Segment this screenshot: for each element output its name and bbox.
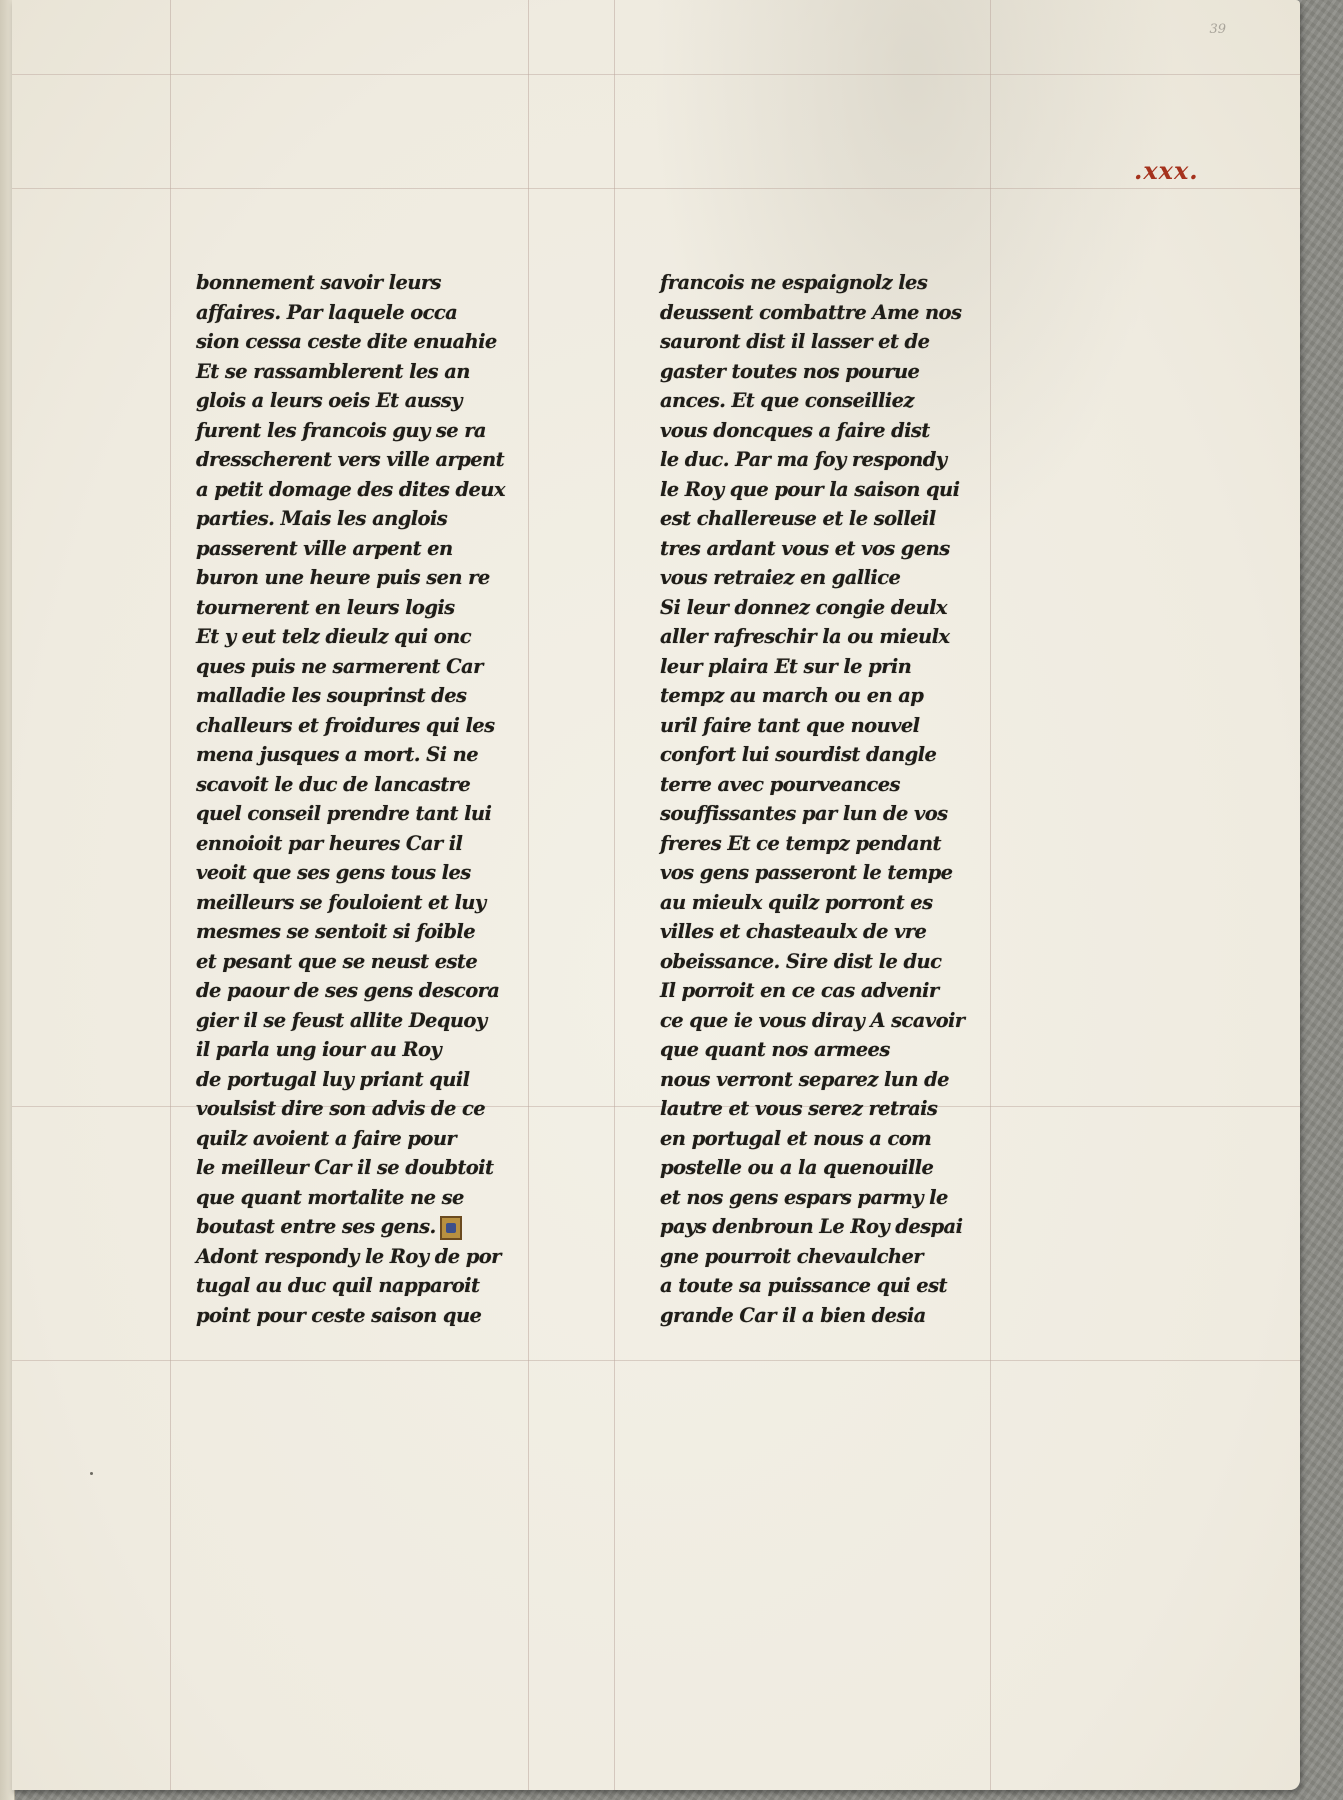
text-line: a petit domage des dites deux bbox=[196, 477, 505, 501]
text-line: mesmes se sentoit si foible bbox=[196, 920, 476, 943]
text-line: Il porroit en ce cas advenir bbox=[660, 979, 939, 1002]
text-line: tres ardant vous et vos gens bbox=[660, 536, 950, 560]
text-line: a toute sa puissance qui est bbox=[660, 1274, 947, 1297]
text-line: gaster toutes nos pourue bbox=[660, 359, 920, 383]
text-line: parties. Mais les anglois bbox=[196, 507, 448, 530]
text-line: tempz au march ou en ap bbox=[660, 684, 924, 707]
text-line: tournerent en leurs logis bbox=[196, 595, 455, 619]
text-line: quilz avoient a faire pour bbox=[196, 1126, 457, 1150]
text-line: le duc. Par ma foy respondy bbox=[660, 448, 947, 471]
text-line: pays denbroun Le Roy despai bbox=[660, 1215, 963, 1238]
text-line: lautre et vous serez retrais bbox=[660, 1097, 938, 1120]
text-line: vos gens passeront le tempe bbox=[660, 861, 953, 884]
text-line: boutast entre ses gens. bbox=[196, 1215, 436, 1238]
text-line: Adont respondy le Roy de por bbox=[196, 1244, 501, 1268]
text-line: que quant mortalite ne se bbox=[196, 1185, 464, 1209]
text-line: nous verront separez lun de bbox=[660, 1067, 949, 1091]
text-line: sion cessa ceste dite enuahie bbox=[196, 330, 497, 353]
ruling-line-horizontal bbox=[12, 1360, 1300, 1361]
text-line: vous doncques a faire dist bbox=[660, 418, 930, 442]
text-line: souffissantes par lun de vos bbox=[660, 802, 948, 825]
text-line: ce que ie vous diray A scavoir bbox=[660, 1008, 965, 1032]
text-line: et pesant que se neust este bbox=[196, 949, 478, 973]
text-line: veoit que ses gens tous les bbox=[196, 861, 471, 884]
text-line: malladie les souprinst des bbox=[196, 684, 467, 707]
text-line: confort lui sourdist dangle bbox=[660, 743, 937, 766]
text-line: de portugal luy priant quil bbox=[196, 1067, 470, 1091]
text-line: scavoit le duc de lancastre bbox=[196, 772, 471, 796]
text-line: Et se rassamblerent les an bbox=[196, 359, 470, 383]
text-line: francois ne espaignolz les bbox=[660, 271, 928, 294]
text-line: Et y eut telz dieulz qui onc bbox=[196, 625, 472, 648]
text-line: meilleurs se fouloient et luy bbox=[196, 890, 486, 914]
ruling-line-horizontal bbox=[12, 74, 1300, 75]
ruling-line-vertical bbox=[614, 0, 615, 1790]
text-line: gier il se feust allite Dequoy bbox=[196, 1008, 487, 1032]
text-line: freres Et ce tempz pendant bbox=[660, 831, 941, 855]
text-line: ques puis ne sarmerent Car bbox=[196, 654, 483, 678]
text-line: ennoioit par heures Car il bbox=[196, 831, 463, 855]
text-line: dresscherent vers ville arpent bbox=[196, 448, 505, 471]
text-line: gne pourroit chevaulcher bbox=[660, 1244, 923, 1268]
text-line: en portugal et nous a com bbox=[660, 1126, 932, 1150]
text-line: postelle ou a la quenouille bbox=[660, 1156, 934, 1179]
text-line: leur plaira Et sur le prin bbox=[660, 654, 912, 678]
text-line: quel conseil prendre tant lui bbox=[196, 802, 492, 825]
text-line: glois a leurs oeis Et aussy bbox=[196, 389, 462, 412]
chapter-number: .xxx. bbox=[1134, 156, 1199, 185]
text-line: le meilleur Car il se doubtoit bbox=[196, 1156, 494, 1179]
text-line: villes et chasteaulx de vre bbox=[660, 920, 927, 943]
illuminated-initial bbox=[440, 1216, 462, 1240]
text-line: ances. Et que conseilliez bbox=[660, 389, 914, 412]
text-line: affaires. Par laquele occa bbox=[196, 300, 458, 324]
text-line: le Roy que pour la saison qui bbox=[660, 477, 960, 501]
text-line: que quant nos armees bbox=[660, 1038, 890, 1061]
text-column-left bbox=[196, 268, 574, 1330]
ruling-line-vertical bbox=[170, 0, 171, 1790]
text-line: bonnement savoir leurs bbox=[196, 271, 441, 294]
text-line: de paour de ses gens descora bbox=[196, 979, 500, 1002]
text-line: uril faire tant que nouvel bbox=[660, 713, 920, 737]
text-line: est challereuse et le solleil bbox=[660, 507, 936, 530]
text-line: sauront dist il lasser et de bbox=[660, 330, 930, 353]
text-line-with-initial bbox=[196, 1212, 574, 1242]
text-line: mena jusques a mort. Si ne bbox=[196, 743, 479, 766]
text-line: et nos gens espars parmy le bbox=[660, 1185, 948, 1209]
manuscript-page bbox=[12, 0, 1300, 1790]
text-line: obeissance. Sire dist le duc bbox=[660, 949, 942, 973]
text-line: Si leur donnez congie deulx bbox=[660, 595, 947, 619]
text-line: au mieulx quilz porront es bbox=[660, 890, 933, 914]
text-line: tugal au duc quil napparoit bbox=[196, 1274, 480, 1297]
text-line: grande Car il a bien desia bbox=[660, 1303, 926, 1327]
text-line: passerent ville arpent en bbox=[196, 536, 453, 560]
text-line: aller rafreschir la ou mieulx bbox=[660, 625, 950, 648]
folio-number: 39 bbox=[1209, 22, 1226, 37]
text-column-right bbox=[660, 268, 1032, 1330]
text-line: challeurs et froidures qui les bbox=[196, 713, 495, 737]
ruling-line-horizontal bbox=[12, 188, 1300, 189]
text-line: furent les francois guy se ra bbox=[196, 418, 486, 442]
text-line: point pour ceste saison que bbox=[196, 1303, 482, 1327]
text-line: il parla ung iour au Roy bbox=[196, 1038, 442, 1061]
ink-spot bbox=[90, 1472, 93, 1475]
text-line: terre avec pourveances bbox=[660, 772, 900, 796]
text-line: buron une heure puis sen re bbox=[196, 566, 490, 589]
text-line: voulsist dire son advis de ce bbox=[196, 1097, 486, 1120]
text-line: vous retraiez en gallice bbox=[660, 566, 901, 589]
text-line: deussent combattre Ame nos bbox=[660, 300, 962, 324]
